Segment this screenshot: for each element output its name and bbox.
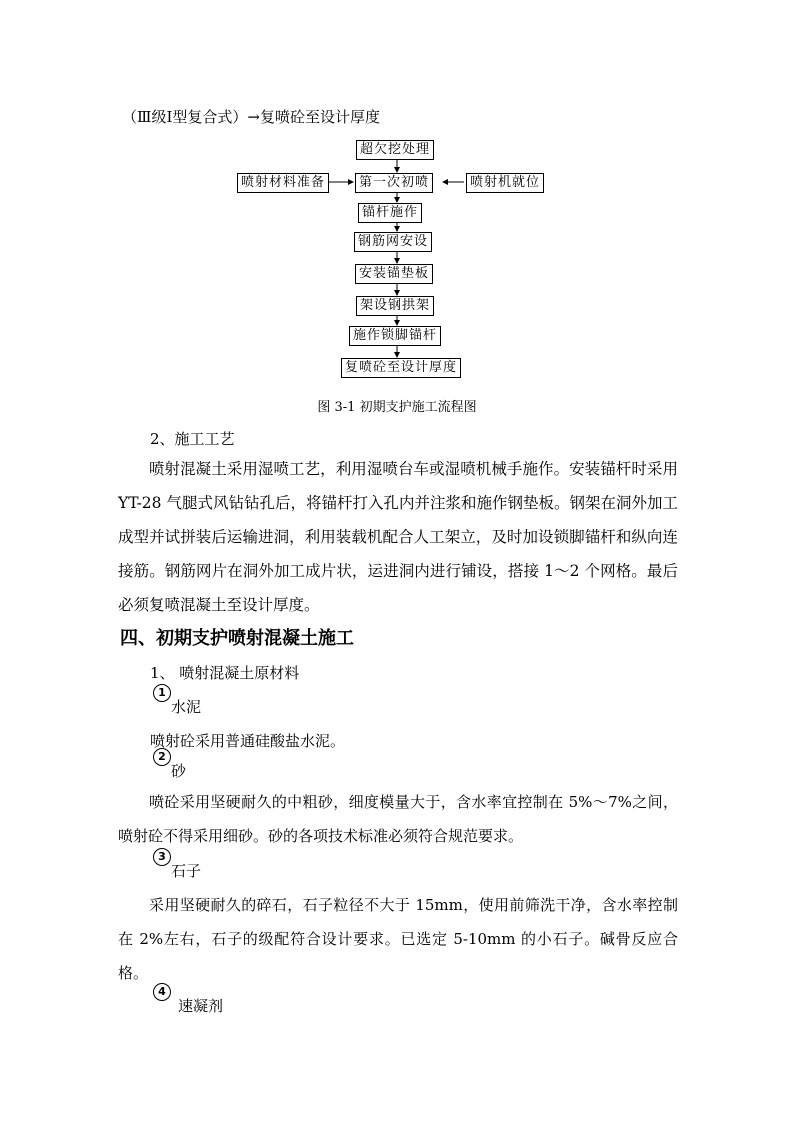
intro-line: （Ⅲ级Ⅰ型复合式）→复喷砼至设计厚度 xyxy=(122,108,380,126)
item-3-number: 3 xyxy=(153,848,171,866)
flow-left-input: 喷射材料准备 xyxy=(237,173,329,193)
item-1-label: 水泥 xyxy=(171,698,202,716)
item-4-number: 4 xyxy=(153,983,171,1001)
item-3-text: 采用坚硬耐久的碎石，石子粒径不大于 15mm，使用前筛洗干净，含水率控制在 2%左右，石子的级配符合设计要求。已选定 5-10mm 的小石子。碱骨反应合格。 xyxy=(118,896,678,982)
flow-step-3: 锚杆施作 xyxy=(358,203,422,223)
section-4-heading: 四、初期支护喷射混凝土施工 xyxy=(120,628,354,649)
flow-step-6: 架设钢拱架 xyxy=(356,296,434,316)
flow-right-input: 喷射机就位 xyxy=(466,173,544,193)
flow-step-8: 复喷砼至设计厚度 xyxy=(341,358,461,378)
item-4-label: 速凝剂 xyxy=(178,997,224,1015)
flow-step-4: 钢筋网安设 xyxy=(354,232,432,252)
section-4-sub1: 1、 喷射混凝土原材料 xyxy=(150,664,300,682)
item-3-label: 石子 xyxy=(171,862,202,880)
item-2-label: 砂 xyxy=(171,762,187,780)
item-2-text: 喷砼采用坚硬耐久的中粗砂，细度模量大于，含水率宜控制在 5%～7%之间，喷射砼不得采用细砂。砂的各项技术标准必须符合规范要求。 xyxy=(118,793,678,845)
flow-step-7: 施作锁脚锚杆 xyxy=(349,326,441,346)
section-2-title: 2、施工工艺 xyxy=(150,430,235,448)
section-2-text: 喷射混凝土采用湿喷工艺，利用湿喷台车或湿喷机械手施作。安装锚杆时采用 YT-28 气腿式风钻钻孔后，将锚杆打入孔内并注浆和施作钢垫板。钢架在洞外加工成型并试拼装后运输进洞，利用装载机配合人工架立，及时加设锁脚锚杆和纵向连接筋。钢筋网片在洞外加工成片状，运进洞内进行铺设，搭接 1～2 个网格。最后必须复喷混凝土至设计厚度。 xyxy=(118,460,678,614)
item-1-text: 喷射砼采用普通硅酸盐水泥。 xyxy=(150,732,346,750)
flow-step-1: 超欠挖处理 xyxy=(356,140,434,160)
item-2-number: 2 xyxy=(153,748,171,766)
flow-step-2: 第一次初喷 xyxy=(355,173,433,193)
figure-caption: 图 3-1 初期支护施工流程图 xyxy=(317,400,477,415)
flow-step-5: 安装锚垫板 xyxy=(355,264,433,284)
item-1-number: 1 xyxy=(153,684,171,702)
